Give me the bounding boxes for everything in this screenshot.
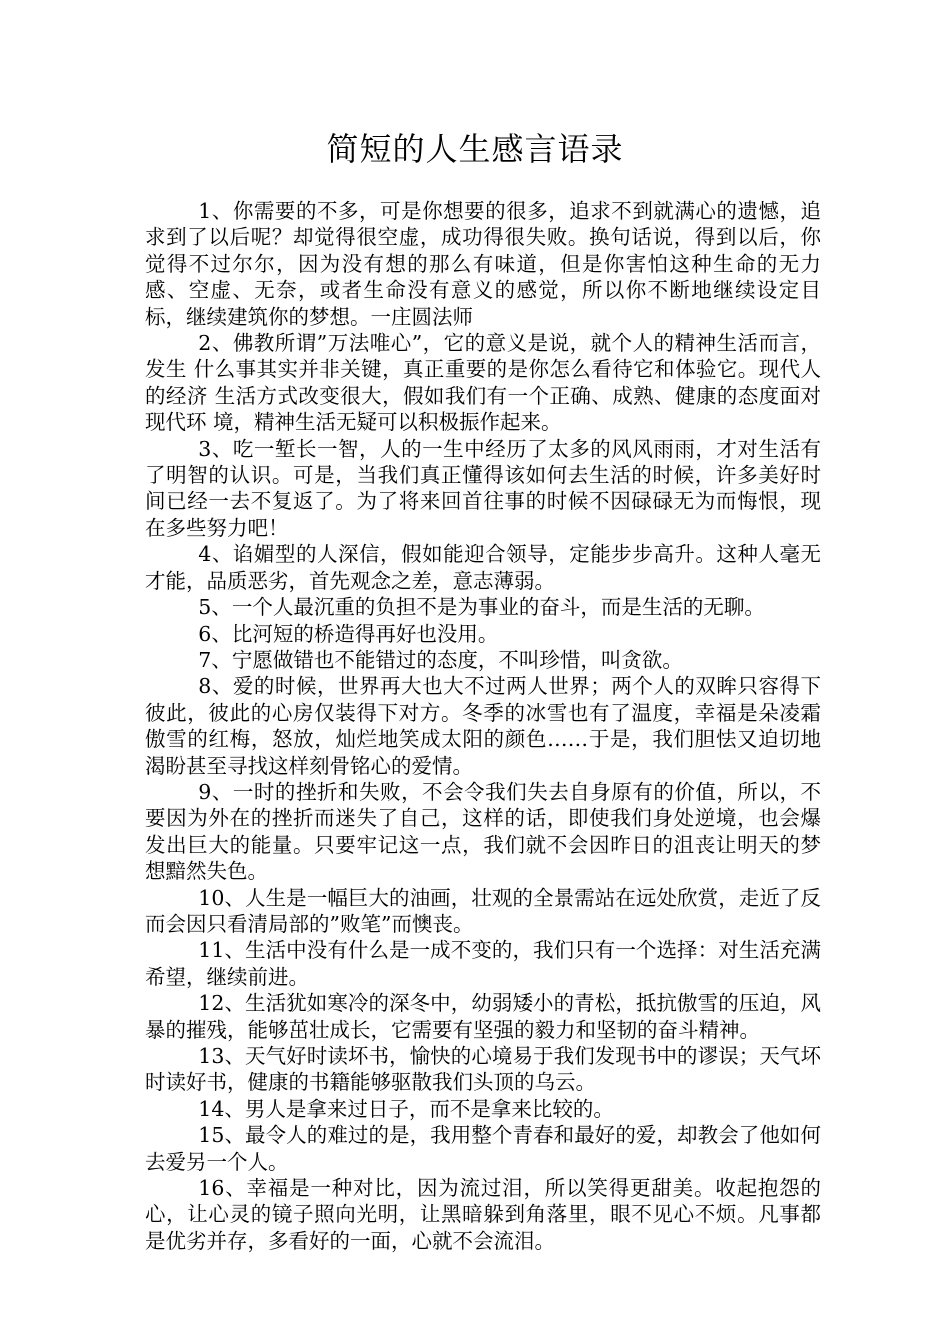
paragraph-15: 15、最令人的难过的是，我用整个青春和最好的爱，却教会了他如何去爱另一个人。: [145, 1123, 821, 1174]
paragraph-13: 13、天气好时读坏书，愉快的心境易于我们发现书中的谬误；天气坏时读好书，健康的书籍能够驱散我们头顶的乌云。: [145, 1044, 821, 1095]
paragraph-8: 8、爱的时候，世界再大也大不过两人世界；两个人的双眸只容得下彼此，彼此的心房仅装得下对方。冬季的冰雪也有了温度，幸福是朵凌霜傲雪的红梅，怒放，灿烂地笑成太阳的颜色……于是，我们胆怯又迫切地渴盼甚至寻找这样刻骨铭心的爱情。: [145, 674, 821, 778]
paragraph-14: 14、男人是拿来过日子，而不是拿来比较的。: [198, 1096, 614, 1121]
paragraph-3: 3、吃一堑长一智，人的一生中经历了太多的风风雨雨，才对生活有了明智的认识。可是，当我们真正懂得该如何去生活的时候，许多美好时间已经一去不复返了。为了将来回首往事的时候不因碌碌无为而悔恨，现在多些努力吧！: [145, 436, 821, 540]
paragraph-16: 16、幸福是一种对比，因为流过泪，所以笑得更甜美。收起抱怨的心，让心灵的镜子照向光明，让黑暗躲到角落里，眼不见心不烦。凡事都是优劣并存，多看好的一面，心就不会流泪。: [145, 1176, 821, 1253]
paragraph-2: 2、佛教所谓”万法唯心”，它的意义是说，就个人的精神生活而言，发生 什么事其实并非关键，真正重要的是你怎么看待它和体验它。现代人的经济 生活方式改变很大，假如我们有一个正确、成熟、健康的态度面对现代环 境，精神生活无疑可以积极振作起来。: [145, 331, 821, 435]
page-title: 简短的人生感言语录: [326, 130, 624, 168]
document-body: [145, 198, 821, 1254]
paragraph-11: 11、生活中没有什么是一成不变的，我们只有一个选择：对生活充满希望，继续前进。: [145, 938, 821, 989]
paragraph-9: 9、一时的挫折和失败，不会令我们失去自身原有的价值，所以，不要因为外在的挫折而迷失了自己，这样的话，即使我们身处逆境，也会爆发出巨大的能量。只要牢记这一点，我们就不会因昨日的沮丧让明天的梦想黯然失色。: [145, 779, 821, 884]
paragraph-10: 10、人生是一幅巨大的油画，壮观的全景需站在远处欣赏，走近了反而会因只看清局部的”败笔”而懊丧。: [145, 885, 821, 936]
paragraph-5: 5、一个人最沉重的负担不是为事业的奋斗，而是生活的无聊。: [198, 595, 765, 620]
paragraph-12: 12、生活犹如寒冷的深冬中，幼弱矮小的青松，抵抗傲雪的压迫，风暴的摧残，能够茁壮成长，它需要有坚强的毅力和坚韧的奋斗精神。: [145, 991, 821, 1042]
paragraph-1: 1、你需要的不多，可是你想要的很多，追求不到就满心的遗憾，追求到了以后呢？却觉得很空虚，成功得很失败。换句话说，得到以后，你觉得不过尔尔，因为没有想的那么有味道，但是你害怕这种生命的无力感、空虚、无奈，或者生命没有意义的感觉，所以你不断地继续设定目标，继续建筑你的梦想。一庄圆法师: [145, 199, 821, 329]
paragraph-7: 7、宁愿做错也不能错过的态度，不叫珍惜，叫贪欲。: [198, 647, 683, 672]
paragraph-4: 4、谄媚型的人深信，假如能迎合领导，定能步步高升。这种人毫无才能，品质恶劣，首先观念之差，意志薄弱。: [145, 542, 821, 593]
paragraph-6: 6、比河短的桥造得再好也没用。: [198, 621, 499, 646]
